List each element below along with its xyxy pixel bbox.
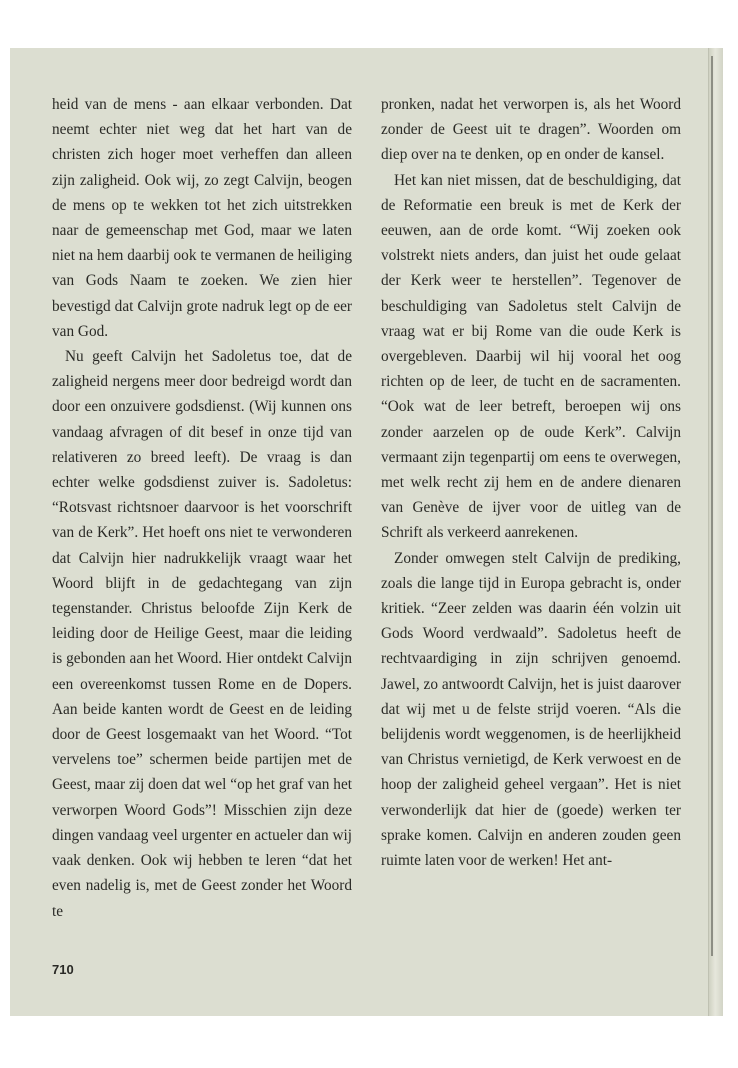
left-column: [52, 92, 352, 924]
right-paragraph-2: Het kan niet missen, dat de beschuldiging, dat de Reformatie een breuk is met de Kerk der eeuwen, aan de orde komt. “Wij zoeken ook volstrekt niets anders, dan juist het oude gelaat der Kerk weer te herstellen”. Tegenover de beschuldiging van Sadoletus stelt Calvijn de vraag wat er bij Rome van die oude Kerk is overgebleven. Daarbij wil hij vooral het oog richten op de leer, de tucht en de sacramenten. “Ook wat de leer betreft, beroepen wij ons zonder aarzelen op de oude Kerk”. Calvijn vermaant zijn tegenpartij om eens te overwegen, met welk recht zij hem en de andere dienaren van Genève de ijver voor de uitleg van de Schrift als verkeerd aanrekenen.: [381, 171, 681, 542]
left-paragraph-2: Nu geeft Calvijn het Sadoletus toe, dat de zaligheid nergens meer door bedreigd wordt dan door een onzuivere godsdienst. (Wij kunnen ons vandaag afvragen of dit besef in onze tijd van relativeren zo breed leeft). De vraag is dan echter welke godsdienst zuiver is. Sadoletus: “Rotsvast richtsnoer daarvoor is het voorschrift van de Kerk”. Het hoeft ons niet te verwonderen dat Calvijn hier nadrukkelijk vraagt waar het Woord blijft in de gedachtegang van zijn tegenstander. Christus beloofde Zijn Kerk de leiding door de Heilige Geest, maar die leiding is gebonden aan het Woord. Hier ontdekt Calvijn een overeenkomst tussen Rome en de Dopers. Aan beide kanten wordt de Geest en de leiding door de Geest losgemaakt van het Woord. “Tot vervelens toe” schermen beide partijen met de Geest, maar zij doen dat wel “op het graf van het verworpen Woord Gods”! Misschien zijn deze dingen vandaag veel urgenter en actueler dan wij vaak denken. Ook wij hebben te leren “dat het even nadelig is, met de Geest zonder het Woord te: [52, 348, 352, 920]
right-paragraph-3: Zonder omwegen stelt Calvijn de prediking, zoals die lange tijd in Europa gebracht is, onder kritiek. “Zeer zelden was daarin één volzin uit Gods Woord verdwaald”. Sadoletus heeft de rechtvaardiging in zijn schrijven genoemd. Jawel, zo antwoordt Calvijn, het is juist daarover dat wij met u de felste strijd voeren. “Als die belijdenis wordt weggenomen, is de heerlijkheid van Christus vernietigd, de Kerk verwoest en de hoop der zaligheid geheel vergaan”. Het is niet verwonderlijk dat hier de (goede) werken ter sprake komen. Calvijn en anderen zouden geen ruimte laten voor de werken! Het ant-: [381, 549, 681, 870]
binding-rule: [711, 56, 713, 956]
page-number: 710: [52, 962, 74, 977]
right-paragraph-1: pronken, nadat het verworpen is, als het Woord zonder de Geest uit te dragen”. Woorden om diep over na te denken, op en onder de kansel.: [381, 96, 681, 164]
left-paragraph-1: heid van de mens - aan elkaar verbonden. Dat neemt echter niet weg dat het hart van de christen zich hoger moet verheffen dan alleen zijn zaligheid. Ook wij, zo zegt Calvijn, beogen de mens op te wekken tot het zich uitstrekken naar de gemeenschap met God, maar we laten niet na hem daarbij ook te vermanen de heiliging van Gods Naam te zoeken. We zien hier bevestigd dat Calvijn grote nadruk legt op de eer van God.: [52, 96, 352, 340]
right-column: [381, 92, 681, 873]
